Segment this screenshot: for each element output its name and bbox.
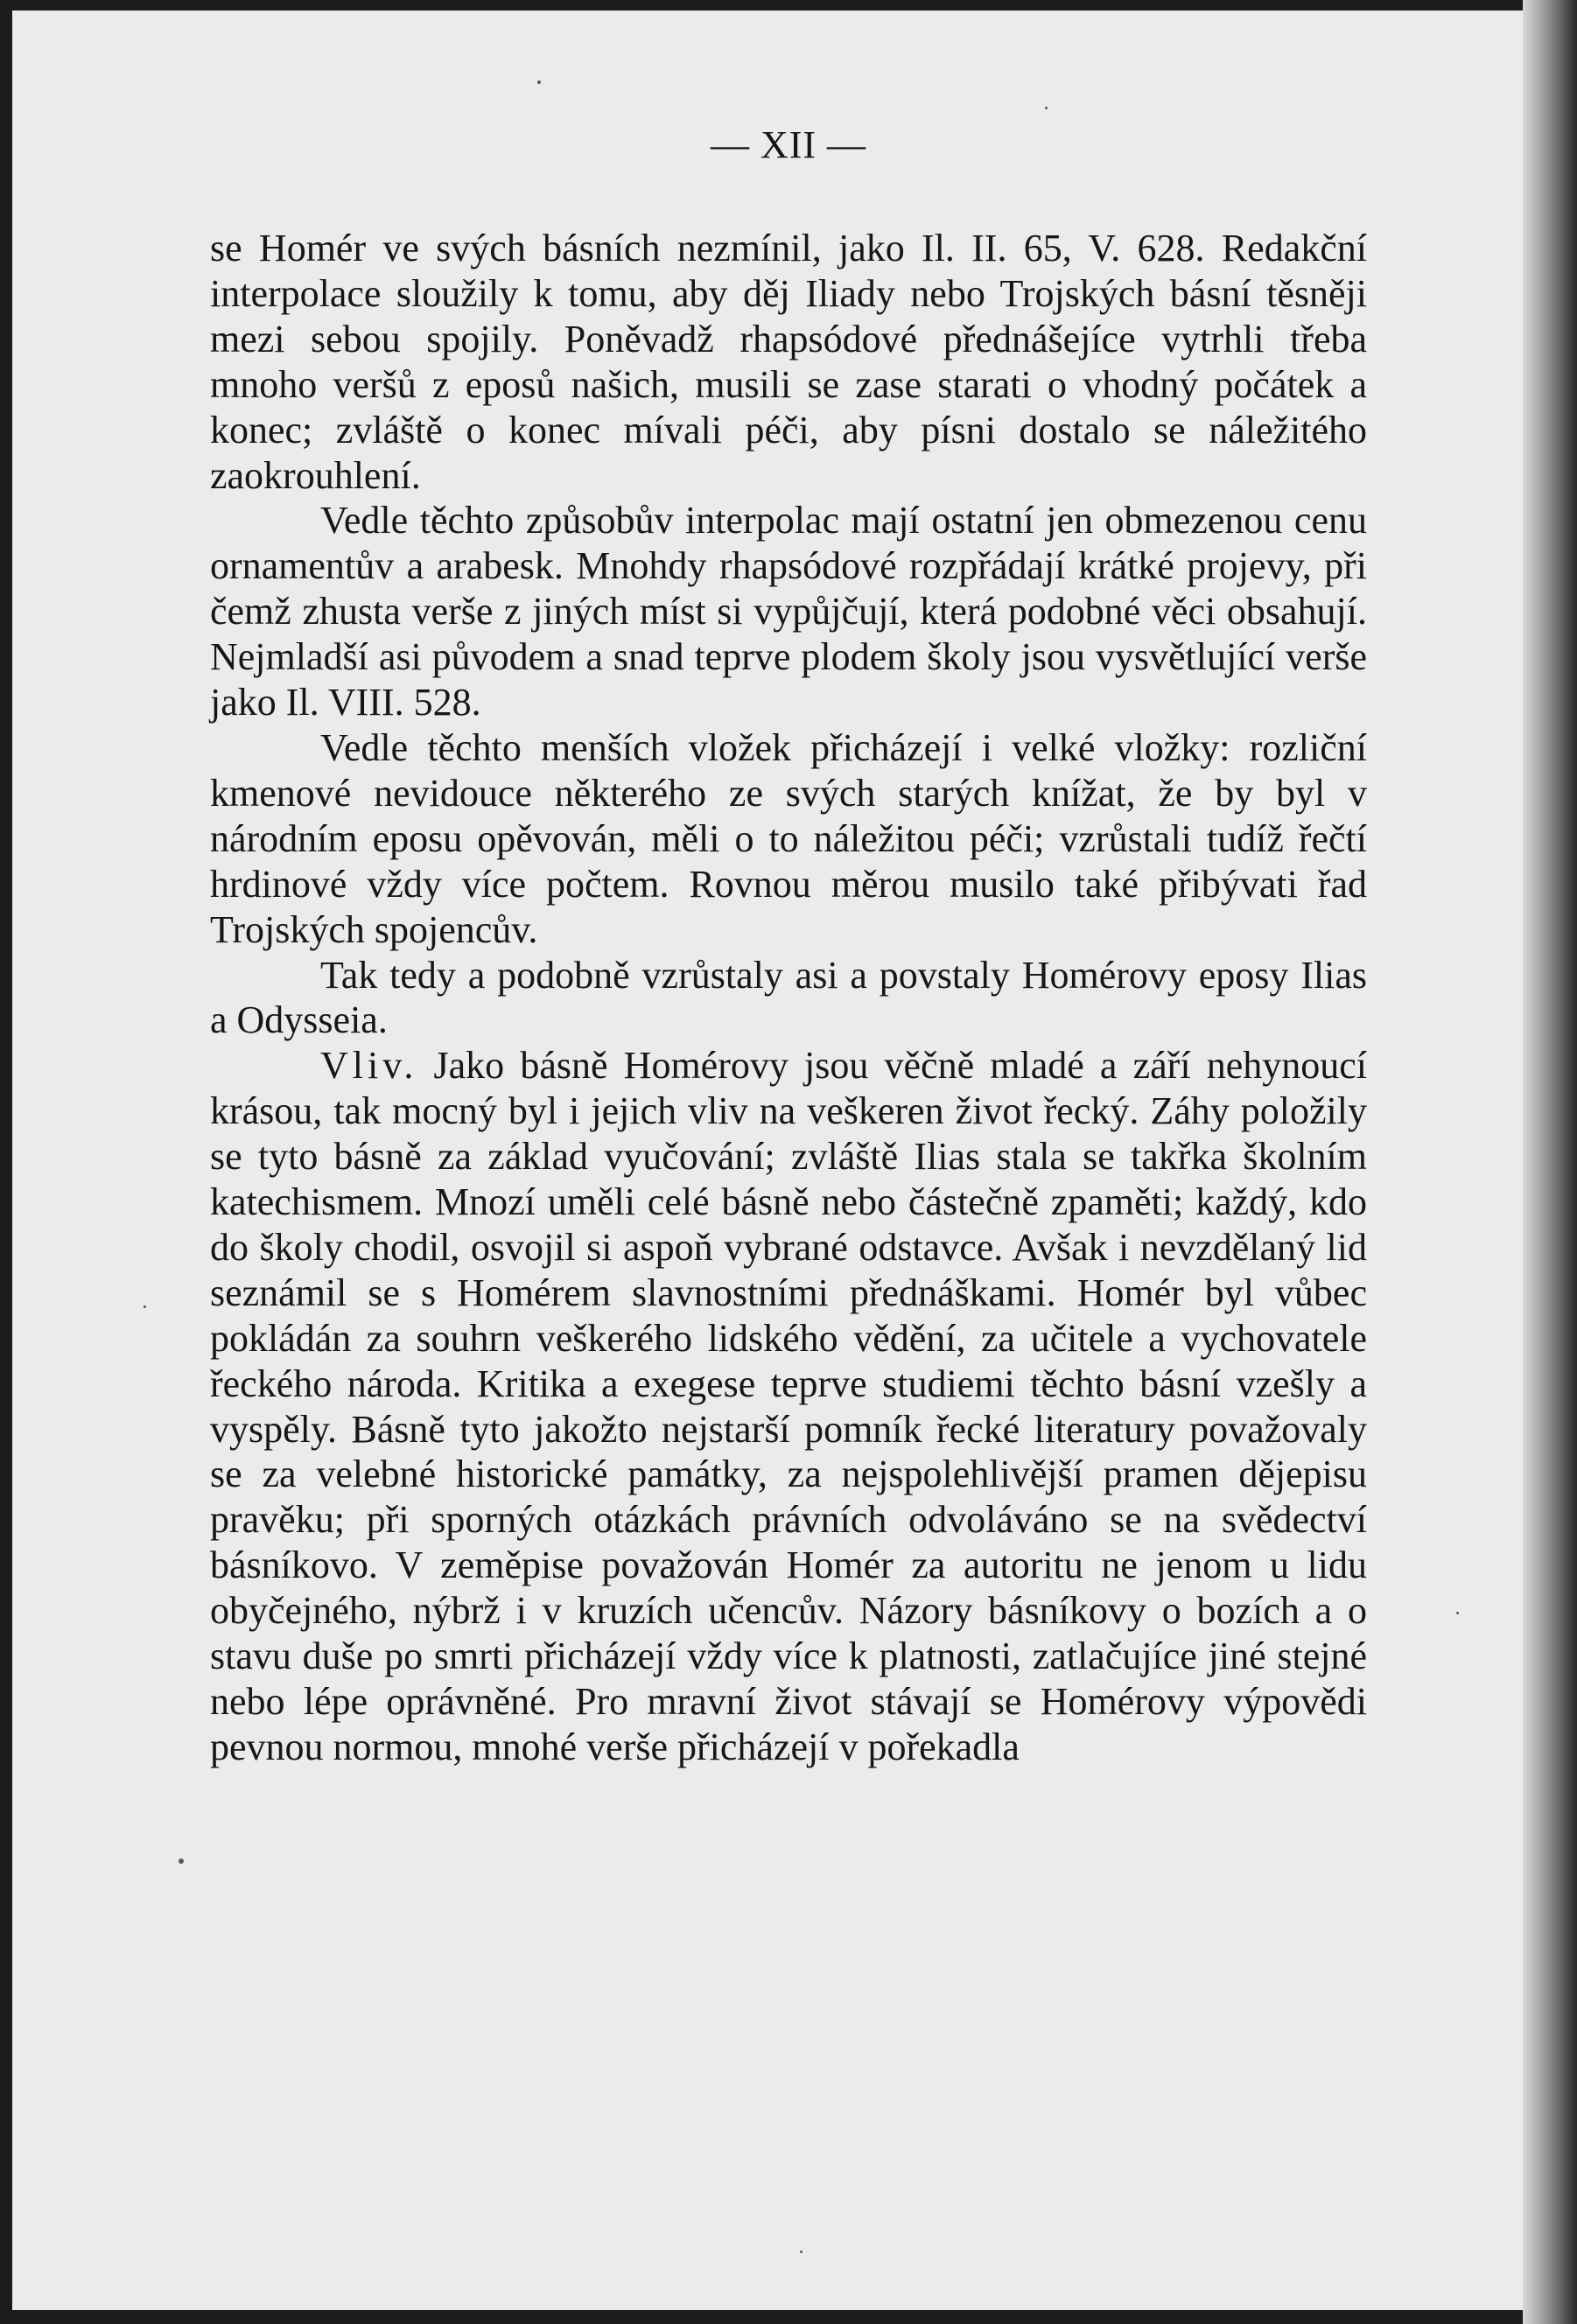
paragraph-1-text: se Homér ve svých básních nezmínil, jako Il. II. 65, V. 628. Redakční interpolace sloužily k tomu, aby děj Iliady nebo Trojských básní těsněji mezi sebou spojily. Poněvadž rhapsódové přednášejíce vytrhli třeba mnoho veršů z eposů našich, musili se zase starati o vhodný počátek a konec; zvláště o konec mívali péči, aby písni dostalo se náležitého zaokrouhlení. xyxy=(210,227,1367,497)
paragraph-1 xyxy=(210,226,1367,498)
paragraph-3-text: Vedle těchto menších vložek přicházejí i velké vložky: rozliční kmenové nevidouce některého ze svých starých knížat, že by byl v národním eposu opěvován, měli o to náležitou péči; vzrůstali tudíž řečtí hrdinové vždy více počtem. Rovnou měrou musilo také přibývati řad Trojských spojencův. xyxy=(210,725,1367,951)
paragraph-5-text: Jako básně Homérovy jsou věčně mladé a září nehynoucí krásou, tak mocný byl i jejich vliv na veškeren život řecký. Záhy položily se tyto básně za základ vyučování; zvláště Ilias stala se takřka školním katechismem. Mnozí uměli celé básně nebo částečně zpaměti; každý, kdo do školy chodil, osvojil si aspoň vybrané odstavce. Avšak i nevzdělaný lid seznámil se s Homérem slavnostními přednáškami. Homér byl vůbec pokládán za souhrn veškerého lidského vědění, za učitele a vychovatele řeckého národa. Kritika a exegese teprve studiemi těchto básní vzešly a vyspěly. Básně tyto jakožto nejstarší pomník řecké literatury považovaly se za velebné historické památky, za nejspolehlivější pramen dějepisu pravěku; při sporných otázkách právních odvoláváno se na svědectví básníkovo. V zeměpise považován Homér za autoritu ne jenom u lidu obyčejného, nýbrž i v kruzích učencův. Názory básníkovy o bozích a o stavu duše po smrti přicházejí vždy více k platnosti, zatlačujíce jiné stejné nebo lépe oprávněné. Pro mravní život stávají se Homérovy výpovědi pevnou normou, mnohé verše přicházejí v pořekadla xyxy=(210,1044,1367,1768)
paper-speck xyxy=(1456,1612,1459,1614)
running-head: — XII — xyxy=(710,123,867,166)
paragraph-2-text: Vedle těchto způsobův interpolac mají ostatní jen obmezenou cenu ornamentův a arabesk. Mnohdy rhapsódové rozpřádají krátké projevy, při čemž zhusta verše z jiných míst si vypůjčují, která podobné věci obsahují. Nejmladší asi původem a snad teprve plodem školy jsou vysvětlující verše jako Il. VIII. 528. xyxy=(210,499,1367,724)
paragraph-3 xyxy=(210,725,1367,953)
paper-speck xyxy=(144,1306,146,1308)
paper-speck xyxy=(179,1858,184,1864)
paper-speck xyxy=(1045,107,1048,109)
paragraph-2 xyxy=(210,498,1367,725)
page-edge-shadow xyxy=(1523,0,1577,2324)
section-lead-vliv: Vliv. xyxy=(320,1044,418,1088)
body-text xyxy=(210,226,1367,1770)
paragraph-4-text: Tak tedy a podobně vzrůstaly asi a povstaly Homérovy eposy Ilias a Odysseia. xyxy=(210,953,1367,1042)
paper-speck xyxy=(800,2250,803,2253)
paper-speck xyxy=(537,80,541,84)
paragraph-4 xyxy=(210,953,1367,1044)
paragraph-5 xyxy=(210,1043,1367,1770)
